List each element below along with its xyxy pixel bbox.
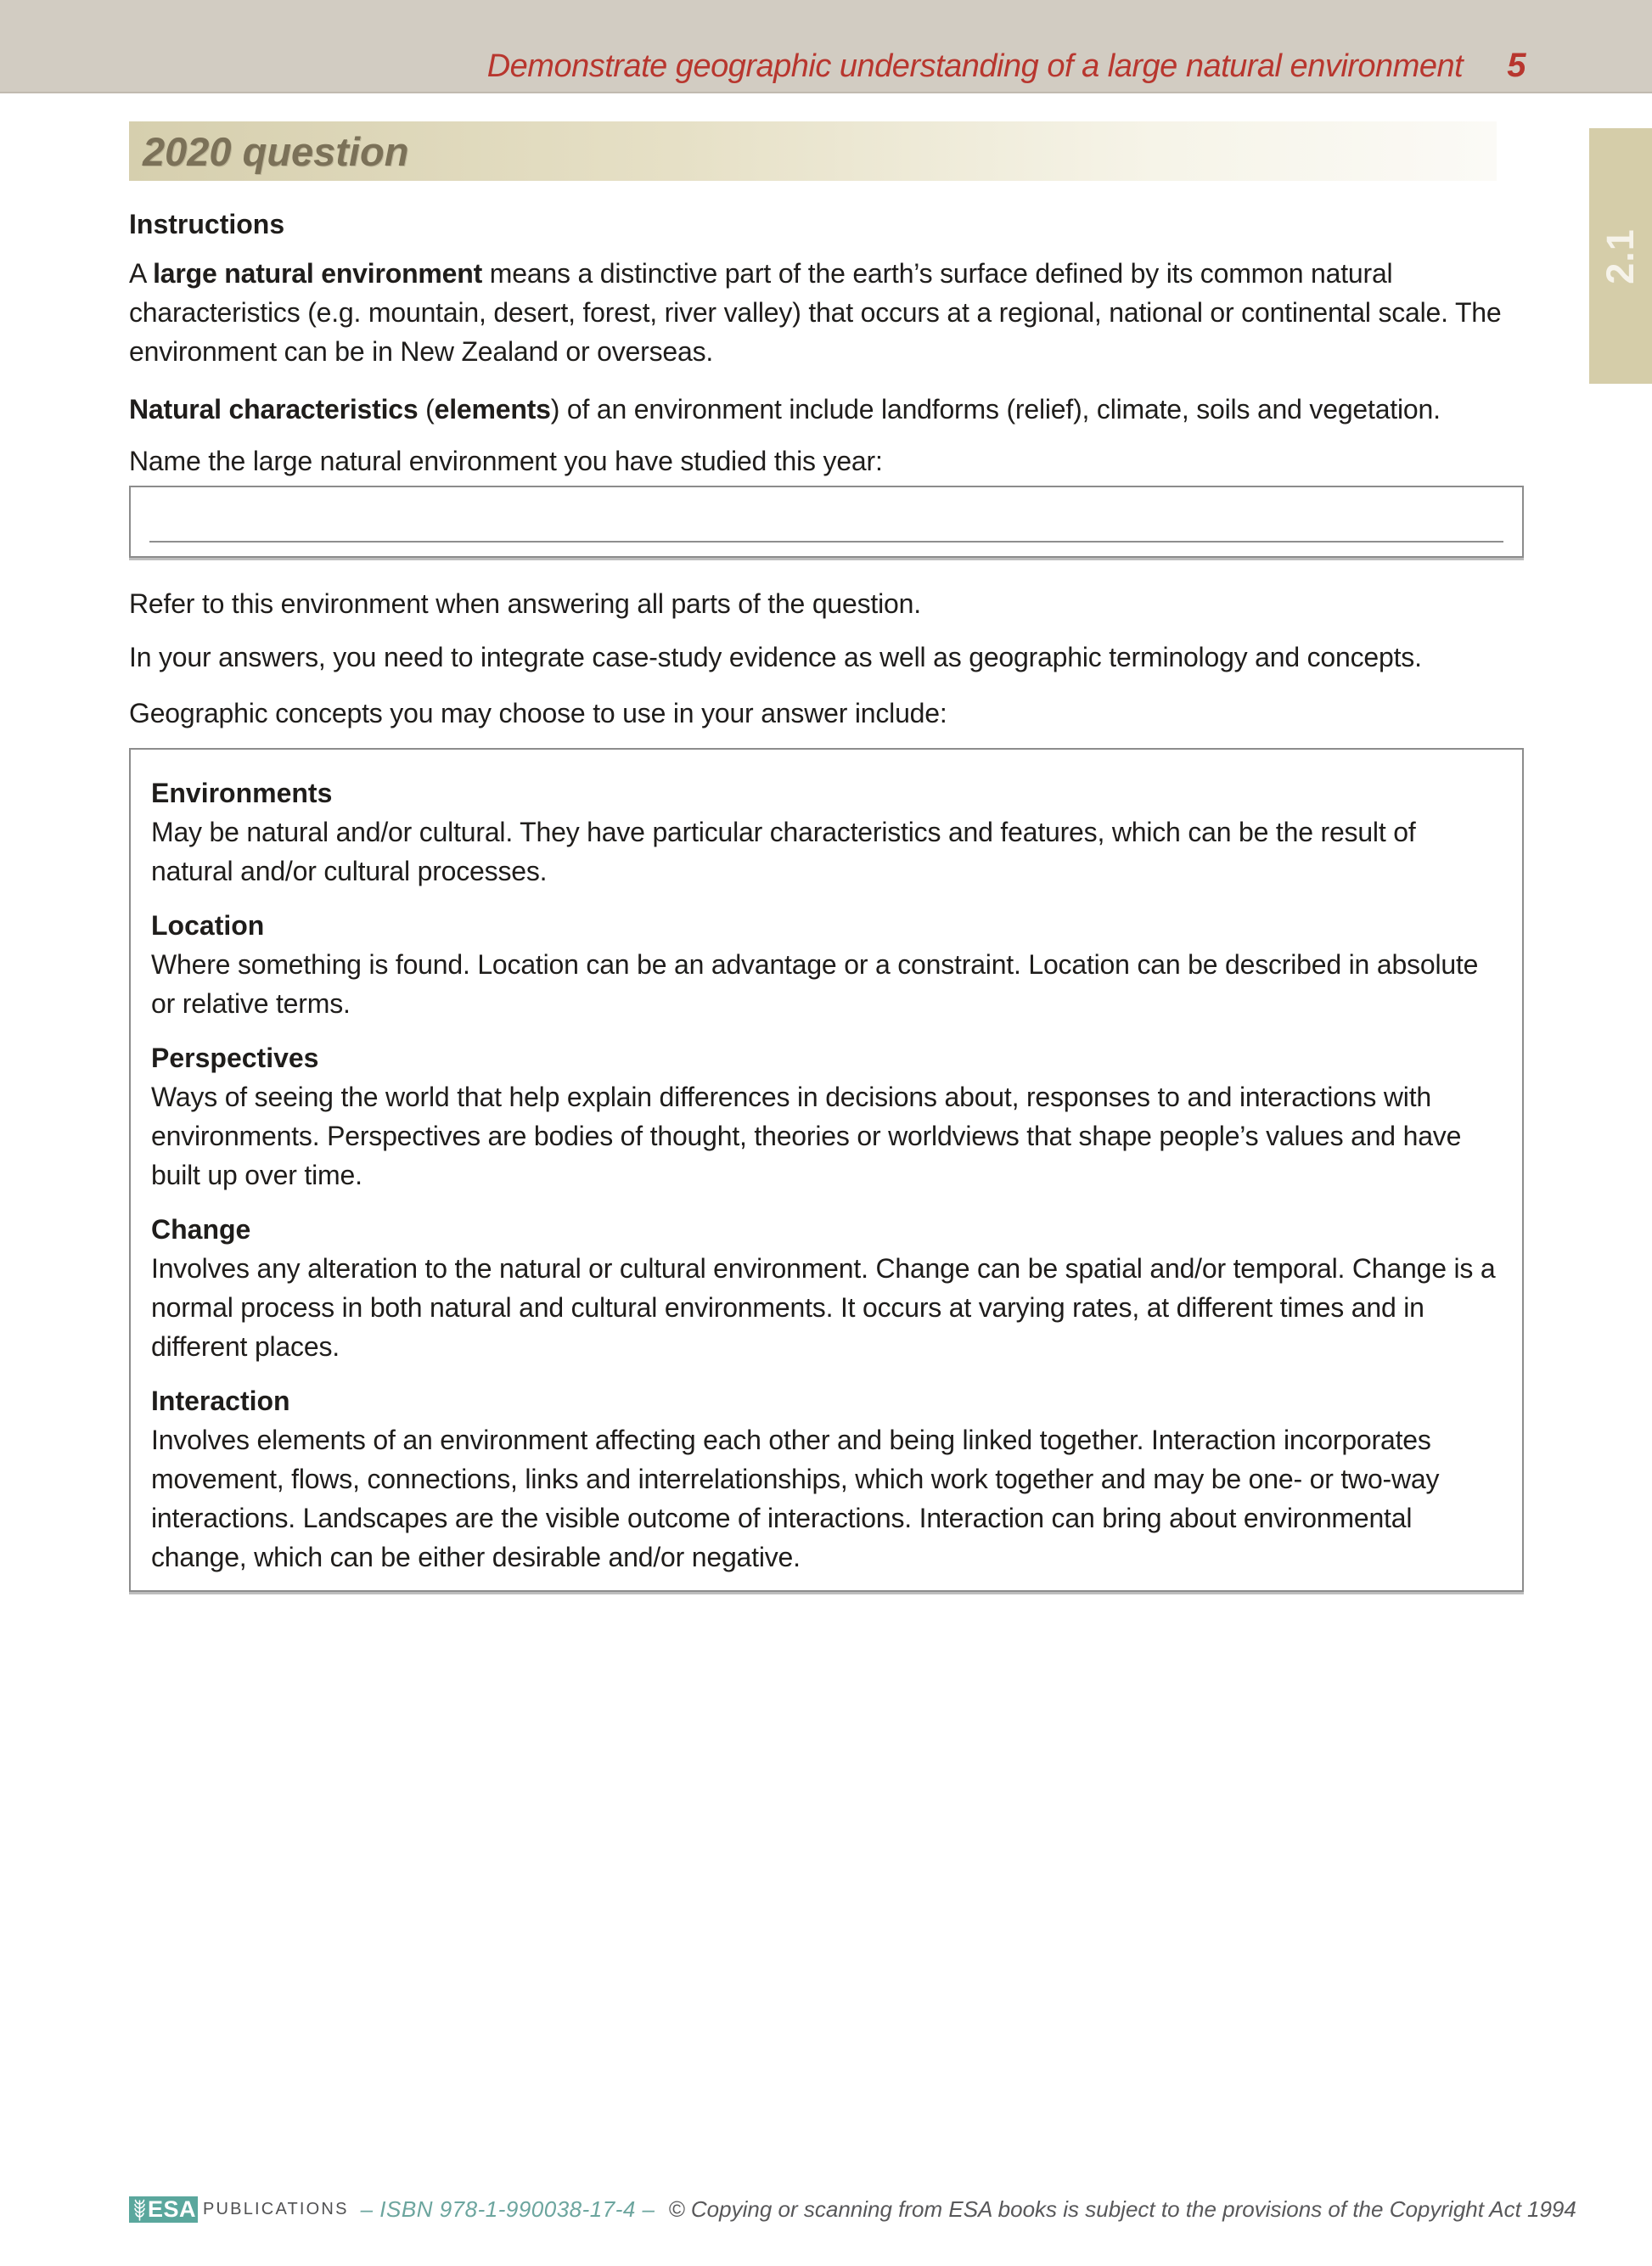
paragraph <box>129 694 1524 733</box>
text-run: Refer to this environment when answering all parts of the question. <box>129 588 921 619</box>
instructions-paragraphs-mid <box>129 584 1524 733</box>
paragraph <box>129 638 1524 677</box>
concept-heading: Location <box>151 910 265 941</box>
text-run: means a distinctive part of the earth’s surface defined by its common natural characteristics (e.g. mountain, desert, forest, river valley) that occurs at a regional, national or continental scale. The environment can be in New Zealand or overseas. <box>129 258 1502 367</box>
concept-heading: Interaction <box>151 1386 290 1416</box>
concept-heading: Change <box>151 1214 251 1245</box>
fern-tree-icon <box>132 2198 147 2221</box>
bold-text-run: Natural characteristics <box>129 394 419 425</box>
paragraph <box>129 584 1524 623</box>
concept-body: Ways of seeing the world that help explain differences in decisions about, responses to and interactions with environments. Perspectives are bodies of thought, theories or worldviews that shape people’s values and have built up over time. <box>151 1082 1462 1190</box>
esa-logo-text: ESA <box>148 2196 197 2222</box>
section-side-tab <box>1589 128 1652 384</box>
page-number: 5 <box>1507 47 1526 84</box>
page-header-band <box>0 0 1652 93</box>
text-run: ) of an environment include landforms (relief), climate, soils and vegetation. <box>550 394 1441 425</box>
geographic-concepts-box <box>129 748 1524 1592</box>
paragraph <box>129 390 1524 429</box>
concept-section <box>151 1210 1502 1366</box>
concept-body: Where something is found. Location can be an advantage or a constraint. Location can be described in absolute or relative terms. <box>151 949 1479 1019</box>
instructions-heading: Instructions <box>129 209 285 239</box>
text-run: Geographic concepts you may choose to use in your answer include: <box>129 698 947 728</box>
copyright-text: © Copying or scanning from ESA books is subject to the provisions of the Copyright Act 1994 <box>668 2196 1576 2222</box>
bold-text-run: large natural environment <box>153 258 483 289</box>
concept-section <box>151 773 1502 891</box>
concept-body: Involves elements of an environment affecting each other and being linked together. Interaction incorporates movement, flows, connections, links and interrelationships, which work together and may be one- or two-way interactions. Landscapes are the visible outcome of interactions. Interaction can bring about environmental change, which can be either desirable and/or negative. <box>151 1425 1440 1572</box>
concept-heading: Environments <box>151 778 333 808</box>
answer-write-line[interactable] <box>149 541 1503 543</box>
section-banner <box>129 121 1497 181</box>
concept-section <box>151 1381 1502 1577</box>
text-run: ( <box>418 394 435 425</box>
running-header-title: Demonstrate geographic understanding of a large natural environment <box>486 48 1464 84</box>
esa-publications-logo <box>129 2196 198 2223</box>
section-banner-title: 2020 question <box>143 128 409 174</box>
text-run: Name the large natural environment you have studied this year: <box>129 446 883 476</box>
concept-body: May be natural and/or cultural. They have particular characteristics and features, which can be the result of natural and/or cultural processes. <box>151 817 1416 886</box>
concept-section <box>151 1038 1502 1195</box>
content-column <box>129 181 1524 1592</box>
text-run: A <box>129 258 154 289</box>
concept-heading: Perspectives <box>151 1043 319 1073</box>
publications-label: PUBLICATIONS <box>203 2199 349 2218</box>
paragraph <box>129 441 1524 481</box>
text-run: In your answers, you need to integrate case-study evidence as well as geographic terminology and concepts. <box>129 642 1422 672</box>
bold-text-run: elements <box>434 394 551 425</box>
instructions-paragraphs-top <box>129 254 1524 481</box>
concept-body: Involves any alteration to the natural or cultural environment. Change can be spatial and/or temporal. Change is a normal process in both natural and cultural environments. It occurs at varying rates, at different times and in different places. <box>151 1253 1496 1362</box>
paragraph <box>129 254 1524 371</box>
running-header <box>487 47 1526 85</box>
section-side-tab-label: 2.1 <box>1599 228 1642 284</box>
isbn-text: – ISBN 978-1-990038-17-4 – <box>360 2196 655 2222</box>
page-footer <box>129 2195 1576 2224</box>
concept-section <box>151 906 1502 1023</box>
environment-name-answer-box[interactable] <box>129 486 1524 558</box>
